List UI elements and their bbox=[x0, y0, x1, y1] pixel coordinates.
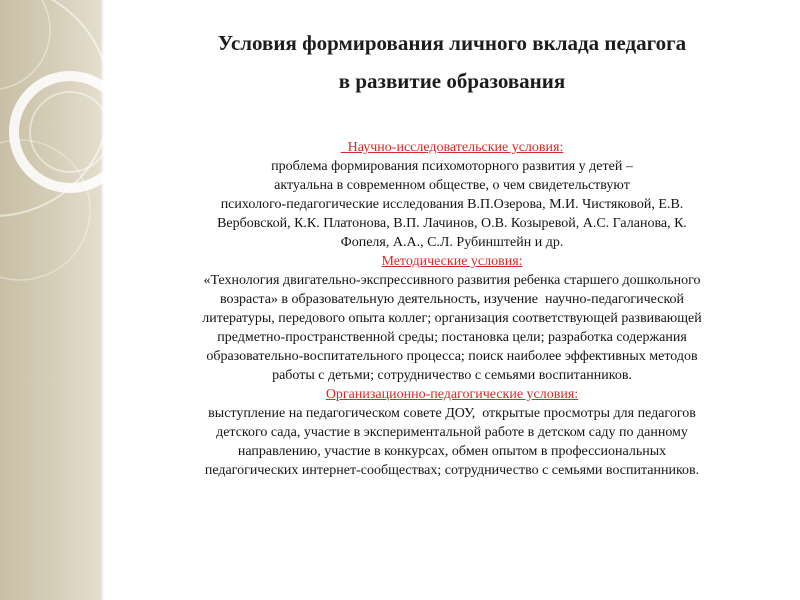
methodical-line-2: возраста» в образовательную деятельность, изучение научно-педагогической bbox=[219, 292, 685, 307]
research-line-1: проблема формирования психомоторного развития у детей – bbox=[271, 159, 633, 174]
research-line-2: актуальна в современном обществе, о чем свидетельствуют bbox=[274, 178, 630, 193]
slide-body bbox=[104, 138, 800, 480]
title-line-2: в развитие образования bbox=[338, 69, 566, 93]
methodical-line-6: работы с детьми; сотрудничество с семьями воспитанников. bbox=[272, 368, 632, 383]
methodical-line-4: предметно-пространственной среды; постановка цели; разработка содержания bbox=[217, 330, 687, 345]
decorative-circles-ornament bbox=[0, 0, 104, 600]
slide-title bbox=[104, 24, 800, 100]
organizational-line-1: выступление на педагогическом совете ДОУ, открытые просмотры для педагогов bbox=[208, 406, 696, 421]
section-heading-methodical: Методические условия: bbox=[381, 254, 523, 269]
research-line-4: Вербовской, К.К. Платонова, В.П. Лачинов, О.В. Козыревой, А.С. Галанова, К. bbox=[217, 216, 687, 231]
methodical-line-3: литературы, передового опыта коллег; организация соответствующей развивающей bbox=[202, 311, 702, 326]
research-line-3: психолого-педагогические исследования В.П.Озерова, М.И. Чистяковой, Е.В. bbox=[220, 197, 684, 212]
methodical-line-5: образовательно-воспитательного процесса; поиск наиболее эффективных методов bbox=[206, 349, 698, 364]
organizational-line-3: направлению, участие в конкурсах, обмен опытом в профессиональных bbox=[237, 444, 667, 459]
title-line-1: Условия формирования личного вклада педагога bbox=[217, 31, 687, 55]
research-line-5: Фопеля, А.А., С.Л. Рубинштейн и др. bbox=[340, 235, 564, 250]
section-heading-research: Научно-исследовательские условия: bbox=[340, 140, 564, 155]
organizational-line-4: педагогических интернет-сообществах; сотрудничество с семьями воспитанников. bbox=[204, 463, 700, 478]
organizational-line-2: детского сада, участие в экспериментальной работе в детском саду по данному bbox=[216, 425, 688, 440]
methodical-line-1: «Технология двигательно-экспрессивного развития ребенка старшего дошкольного bbox=[203, 273, 701, 288]
section-heading-organizational: Организационно-педагогические условия: bbox=[325, 387, 579, 402]
